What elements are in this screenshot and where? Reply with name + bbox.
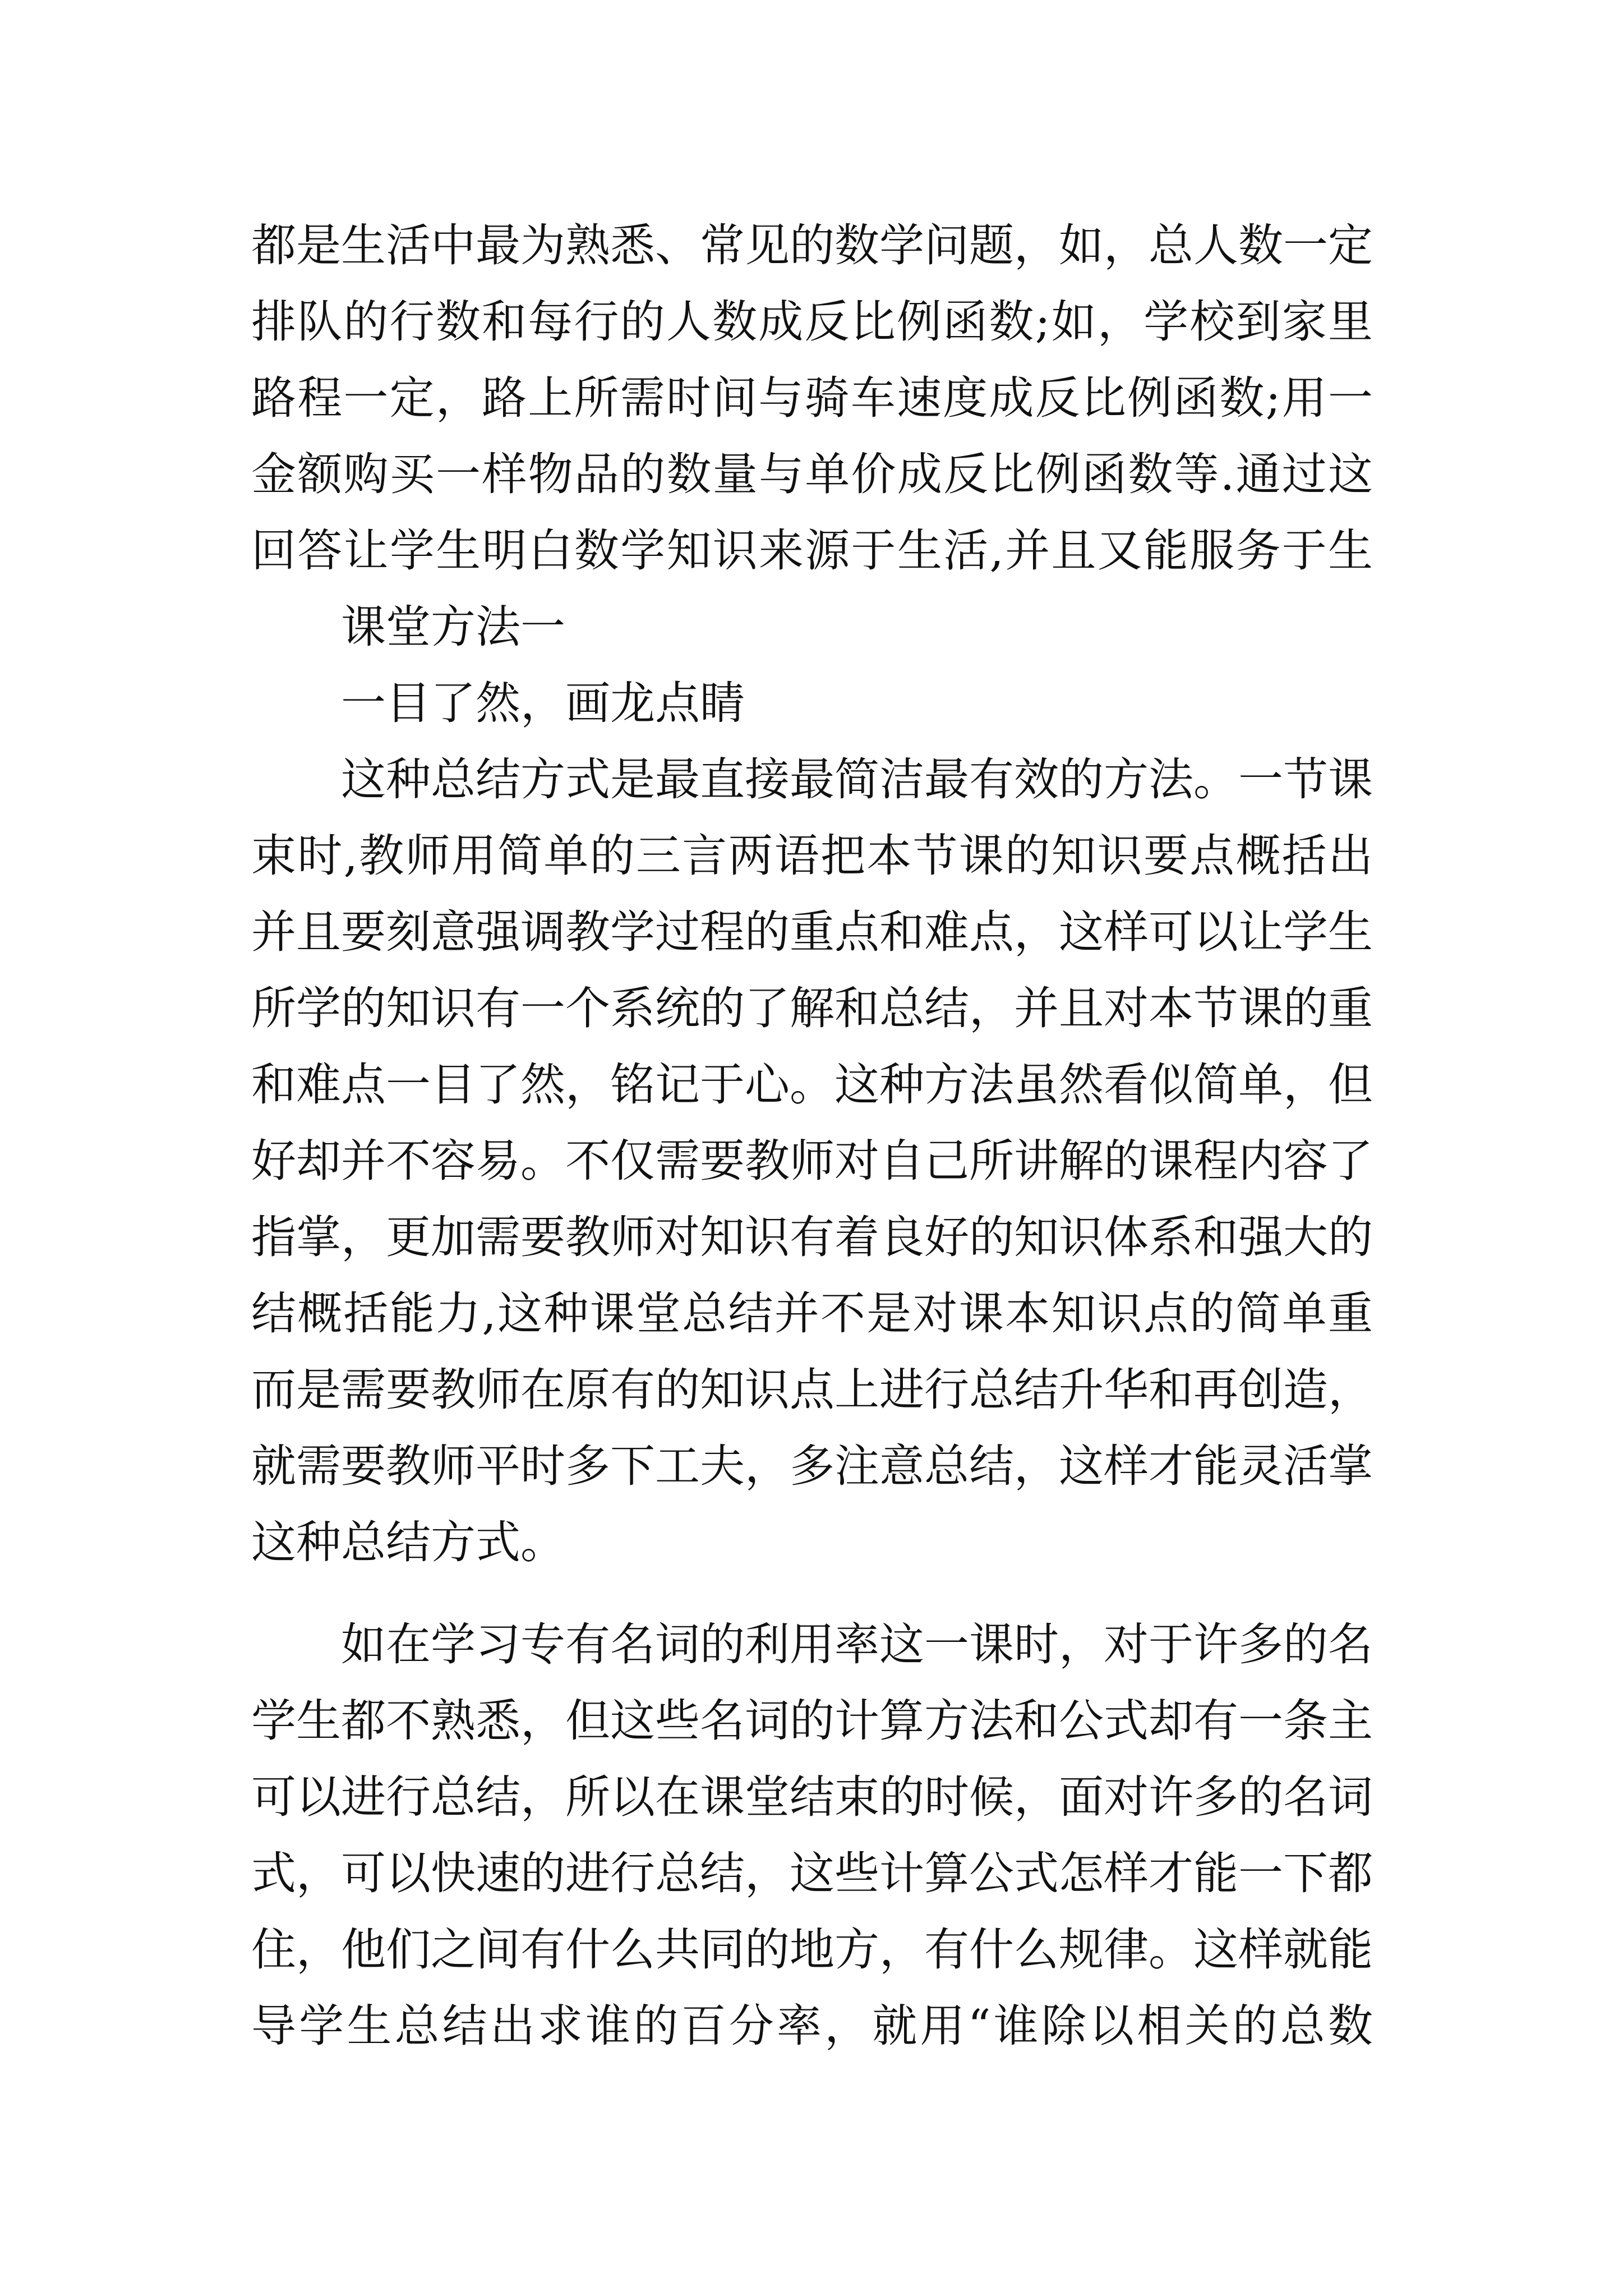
text-line: 可以进行总结，所以在课堂结束的时候，面对许多的名词 <box>251 1771 1373 1823</box>
body-text <box>251 208 1373 2064</box>
text-line: 路程一定，路上所需时间与骑车速度成反比例函数;用一 <box>251 372 1373 424</box>
text-line: 结概括能力,这种课堂总结并不是对课本知识点的简单重 <box>251 1287 1373 1340</box>
text-line: 就需要教师平时多下工夫，多注意总结，这样才能灵活掌 <box>251 1440 1373 1492</box>
text-line: 金额购买一样物品的数量与单价成反比例函数等.通过这 <box>251 448 1373 500</box>
text-line: 束时,教师用简单的三言两语把本节课的知识要点概括出 <box>251 830 1373 882</box>
section-subheading: 一目了然，画龙点睛 <box>341 677 745 729</box>
section-heading: 课堂方法一 <box>341 601 565 653</box>
text-line: 所学的知识有一个系统的了解和总结，并且对本节课的重 <box>251 982 1373 1034</box>
text-line: 如在学习专有名词的利用率这一课时，对于许多的名 <box>341 1618 1373 1671</box>
text-line: 式，可以快速的进行总结，这些计算公式怎样才能一下都 <box>251 1847 1373 1899</box>
text-line: 排队的行数和每行的人数成反比例函数;如，学校到家里 <box>251 296 1373 348</box>
text-line: 回答让学生明白数学知识来源于生活,并且又能服务于生 <box>251 524 1373 577</box>
text-line: 并且要刻意强调教学过程的重点和难点，这样可以让学生 <box>251 906 1373 958</box>
text-line: 好却并不容易。不仅需要教师对自己所讲解的课程内容了 <box>251 1135 1373 1187</box>
paragraph-gap <box>251 1581 1373 1607</box>
text-line: 都是生活中最为熟悉、常见的数学问题，如，总人数一定 <box>251 219 1373 272</box>
text-line: 指掌，更加需要教师对知识有着良好的知识体系和强大的 <box>251 1211 1373 1263</box>
text-line: 导学生总结出求谁的百分率，就用“谁除以相关的总数 <box>251 2000 1373 2052</box>
text-line: 而是需要教师在原有的知识点上进行总结升华和再创造， <box>251 1364 1373 1416</box>
text-line: 这种总结方式是最直接最简洁最有效的方法。一节课 <box>341 753 1373 806</box>
text-line: 和难点一目了然，铭记于心。这种方法虽然看似简单，但 <box>251 1059 1373 1111</box>
text-line: 这种总结方式。 <box>251 1516 565 1568</box>
text-line: 学生都不熟悉，但这些名词的计算方法和公式却有一条主 <box>251 1695 1373 1747</box>
text-line: 住，他们之间有什么共同的地方，有什么规律。这样就能 <box>251 1924 1373 1976</box>
